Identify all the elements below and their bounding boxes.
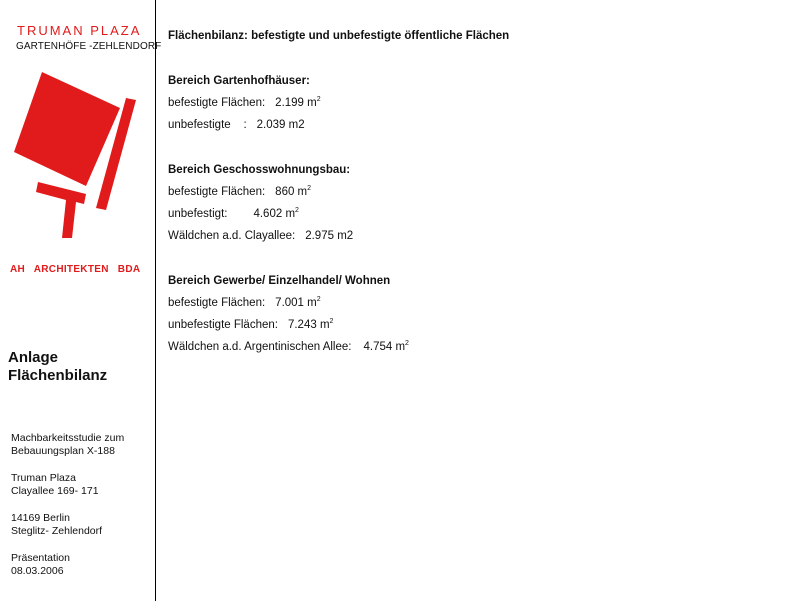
logo-square <box>14 72 120 186</box>
logo-l-shape <box>36 182 86 238</box>
area-value: 860 m <box>275 186 308 198</box>
area-label: unbefestigt: <box>168 208 228 220</box>
presentation-info <box>11 552 70 578</box>
area-value: 2.975 m2 <box>305 230 354 242</box>
sidebar <box>0 0 162 601</box>
area-label: unbefestigte Flächen: <box>168 319 278 331</box>
architects-label: AH ARCHITEKTEN BDA <box>10 264 141 275</box>
area-value: 2.199 m <box>275 97 317 109</box>
brand-title: TRUMAN PLAZA <box>17 23 142 38</box>
city-line1: 14169 Berlin <box>11 512 70 524</box>
area-row <box>168 97 321 109</box>
city-info <box>11 512 102 538</box>
area-unit-exponent: 2 <box>316 296 321 304</box>
area-unit-exponent: 2 <box>329 318 334 326</box>
study-line1: Machbarkeitsstudie zum <box>11 432 125 444</box>
area-unit-exponent: 2 <box>316 96 321 104</box>
project-line1: Truman Plaza <box>11 472 76 484</box>
group-heading: Bereich Gartenhofhäuser: <box>168 75 310 87</box>
area-row <box>168 208 299 220</box>
area-row <box>168 119 305 131</box>
area-label: unbefestigte : <box>168 119 247 131</box>
section-title-line1: Anlage <box>8 349 59 366</box>
area-value: 2.039 m2 <box>256 119 305 131</box>
study-info <box>11 432 124 458</box>
area-label: befestigte Flächen: <box>168 186 266 198</box>
area-row <box>168 319 333 331</box>
city-line2: Steglitz- Zehlendorf <box>11 525 103 537</box>
area-row <box>168 297 321 309</box>
presentation-date: 08.03.2006 <box>11 565 64 577</box>
logo-icon <box>14 72 144 242</box>
group-heading: Bereich Geschosswohnungsbau: <box>168 164 351 176</box>
area-label: befestigte Flächen: <box>168 97 266 109</box>
area-value: 7.243 m <box>287 319 330 331</box>
area-unit-exponent: 2 <box>295 207 299 215</box>
area-label: Wäldchen a.d. Argentinischen Allee: <box>168 341 352 353</box>
area-value: 4.602 m <box>253 208 296 220</box>
area-label: Wäldchen a.d. Clayallee: <box>168 230 296 242</box>
brand-subtitle: GARTENHÖFE -ZEHLENDORF <box>16 41 162 52</box>
section-title-line2: Flächenbilanz <box>8 367 108 384</box>
area-unit-exponent: 2 <box>307 185 312 193</box>
area-value: 4.754 m <box>363 341 406 353</box>
project-info <box>11 472 99 498</box>
presentation-label: Präsentation <box>11 552 70 564</box>
area-row <box>168 186 311 198</box>
group-heading: Bereich Gewerbe/ Einzelhandel/ Wohnen <box>168 275 391 287</box>
project-line2: Clayallee 169- 171 <box>11 485 99 497</box>
section-title <box>8 349 107 385</box>
area-label: befestigte Flächen: <box>168 297 266 309</box>
area-unit-exponent: 2 <box>405 340 409 348</box>
page-title: Flächenbilanz: befestigte und unbefestigte öffentliche Flächen <box>168 30 510 42</box>
area-row <box>168 230 353 242</box>
area-row <box>168 341 409 353</box>
study-line2: Bebauungsplan X-188 <box>11 445 115 457</box>
area-value: 7.001 m <box>275 297 317 309</box>
